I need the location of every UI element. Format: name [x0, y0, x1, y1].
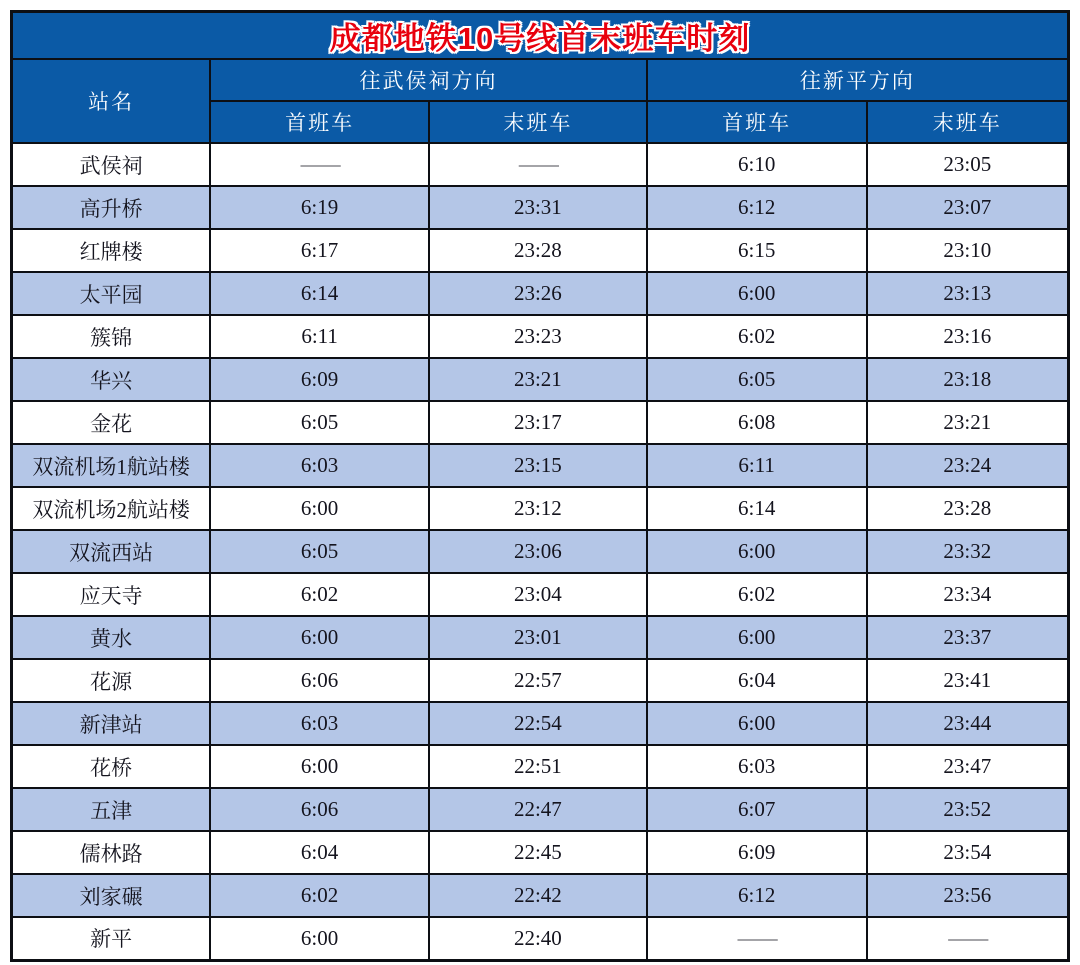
station-cell: 花桥 — [12, 745, 211, 788]
table-row — [12, 143, 1069, 186]
time-cell: 23:44 — [867, 702, 1069, 745]
table-row — [12, 745, 1069, 788]
time-cell: 6:03 — [210, 702, 429, 745]
time-cell: 6:12 — [647, 186, 867, 229]
station-cell: 花源 — [12, 659, 211, 702]
table-row — [12, 487, 1069, 530]
time-cell: 23:47 — [867, 745, 1069, 788]
time-cell: 6:02 — [210, 573, 429, 616]
timetable — [10, 10, 1070, 955]
time-cell: 6:02 — [647, 315, 867, 358]
time-cell: 23:05 — [867, 143, 1069, 186]
station-cell: 五津 — [12, 788, 211, 831]
time-cell: —— — [210, 143, 429, 186]
time-cell: 6:14 — [647, 487, 867, 530]
time-cell: 6:15 — [647, 229, 867, 272]
time-cell: 23:13 — [867, 272, 1069, 315]
station-cell: 儒林路 — [12, 831, 211, 874]
direction2-header: 往新平方向 — [647, 59, 1069, 101]
time-cell: 6:03 — [210, 444, 429, 487]
time-cell: 6:05 — [647, 358, 867, 401]
title-row — [12, 12, 1069, 60]
station-cell: 刘家碾 — [12, 874, 211, 917]
time-cell: 6:00 — [210, 487, 429, 530]
d2-first-train-header: 首班车 — [647, 101, 867, 143]
time-cell: 6:09 — [210, 358, 429, 401]
table-row — [12, 659, 1069, 702]
time-cell: 23:06 — [429, 530, 647, 573]
station-cell: 簇锦 — [12, 315, 211, 358]
time-cell: 6:14 — [210, 272, 429, 315]
time-cell: 23:12 — [429, 487, 647, 530]
time-cell: —— — [429, 143, 647, 186]
direction-header-row — [12, 59, 1069, 101]
time-cell: 23:18 — [867, 358, 1069, 401]
time-cell: 6:00 — [647, 272, 867, 315]
time-cell: 6:06 — [210, 659, 429, 702]
time-cell: 6:11 — [647, 444, 867, 487]
table-row — [12, 186, 1069, 229]
time-cell: 23:04 — [429, 573, 647, 616]
time-cell: 22:45 — [429, 831, 647, 874]
station-cell: 武侯祠 — [12, 143, 211, 186]
time-cell: 23:54 — [867, 831, 1069, 874]
time-cell: 23:17 — [429, 401, 647, 444]
time-cell: 6:19 — [210, 186, 429, 229]
time-cell: 23:32 — [867, 530, 1069, 573]
station-cell: 双流机场2航站楼 — [12, 487, 211, 530]
time-cell: 22:57 — [429, 659, 647, 702]
station-cell: 新津站 — [12, 702, 211, 745]
time-cell: 6:02 — [210, 874, 429, 917]
time-cell: 23:07 — [867, 186, 1069, 229]
time-cell: 22:51 — [429, 745, 647, 788]
table-row — [12, 401, 1069, 444]
time-cell: 23:31 — [429, 186, 647, 229]
time-cell: 6:05 — [210, 401, 429, 444]
time-cell: 6:08 — [647, 401, 867, 444]
table-row — [12, 788, 1069, 831]
time-cell: 6:00 — [210, 917, 429, 960]
time-cell: 22:40 — [429, 917, 647, 960]
station-cell: 华兴 — [12, 358, 211, 401]
time-cell: 6:00 — [647, 702, 867, 745]
table-row — [12, 616, 1069, 659]
time-cell: 22:54 — [429, 702, 647, 745]
time-cell: 6:10 — [647, 143, 867, 186]
time-cell: 23:26 — [429, 272, 647, 315]
time-cell: —— — [867, 917, 1069, 960]
time-cell: 6:04 — [647, 659, 867, 702]
time-cell: 6:17 — [210, 229, 429, 272]
table-row — [12, 358, 1069, 401]
time-cell: 6:00 — [647, 616, 867, 659]
time-cell: 23:34 — [867, 573, 1069, 616]
time-cell: 6:03 — [647, 745, 867, 788]
time-cell: 23:15 — [429, 444, 647, 487]
station-cell: 双流西站 — [12, 530, 211, 573]
table-row — [12, 831, 1069, 874]
time-cell: 6:02 — [647, 573, 867, 616]
time-cell: 23:24 — [867, 444, 1069, 487]
table-row — [12, 530, 1069, 573]
time-cell: 23:37 — [867, 616, 1069, 659]
station-cell: 应天寺 — [12, 573, 211, 616]
time-cell: 23:28 — [867, 487, 1069, 530]
time-cell: 23:21 — [867, 401, 1069, 444]
station-cell: 红牌楼 — [12, 229, 211, 272]
d1-first-train-header: 首班车 — [210, 101, 429, 143]
station-cell: 金花 — [12, 401, 211, 444]
time-cell: 23:21 — [429, 358, 647, 401]
table-row — [12, 444, 1069, 487]
table-row — [12, 702, 1069, 745]
table-row — [12, 272, 1069, 315]
table-row — [12, 874, 1069, 917]
time-cell: 6:11 — [210, 315, 429, 358]
timetable-body — [12, 143, 1069, 960]
time-cell: 6:00 — [210, 616, 429, 659]
table-row — [12, 573, 1069, 616]
time-cell: 23:52 — [867, 788, 1069, 831]
direction1-header: 往武侯祠方向 — [210, 59, 647, 101]
station-column-header: 站名 — [12, 59, 211, 143]
timetable-header — [12, 12, 1069, 144]
time-cell: 22:42 — [429, 874, 647, 917]
time-cell: 6:07 — [647, 788, 867, 831]
d2-last-train-header: 末班车 — [867, 101, 1069, 143]
time-cell: 6:05 — [210, 530, 429, 573]
time-cell: 6:00 — [210, 745, 429, 788]
time-cell: 6:00 — [647, 530, 867, 573]
station-cell: 太平园 — [12, 272, 211, 315]
d1-last-train-header: 末班车 — [429, 101, 647, 143]
time-cell: 6:12 — [647, 874, 867, 917]
table-row — [12, 315, 1069, 358]
page-title: 成都地铁10号线首末班车时刻 — [12, 12, 1069, 60]
station-cell: 高升桥 — [12, 186, 211, 229]
time-cell: 23:56 — [867, 874, 1069, 917]
timetable-table — [10, 10, 1070, 962]
station-cell: 双流机场1航站楼 — [12, 444, 211, 487]
station-cell: 黄水 — [12, 616, 211, 659]
table-row — [12, 917, 1069, 960]
time-cell: 23:23 — [429, 315, 647, 358]
time-cell: 6:09 — [647, 831, 867, 874]
time-cell: 6:04 — [210, 831, 429, 874]
time-cell: 23:28 — [429, 229, 647, 272]
time-cell: 23:01 — [429, 616, 647, 659]
table-row — [12, 229, 1069, 272]
time-cell: 6:06 — [210, 788, 429, 831]
time-cell: 22:47 — [429, 788, 647, 831]
station-cell: 新平 — [12, 917, 211, 960]
time-cell: —— — [647, 917, 867, 960]
time-cell: 23:41 — [867, 659, 1069, 702]
time-cell: 23:10 — [867, 229, 1069, 272]
time-cell: 23:16 — [867, 315, 1069, 358]
